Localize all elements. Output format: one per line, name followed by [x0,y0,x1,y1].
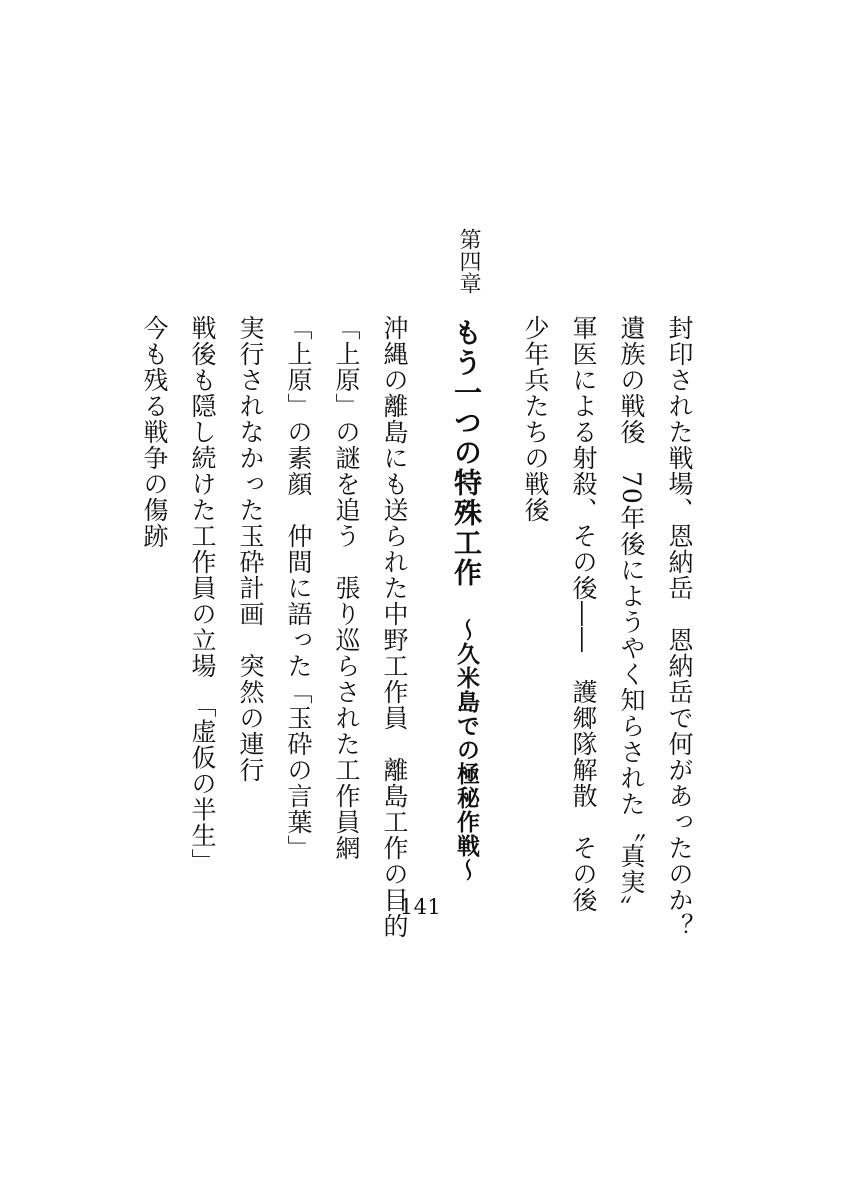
toc-entry: 沖縄の離島にも送られた中野工作員 離島工作の目的 [380,315,409,939]
toc-entry: 少年兵たちの戦後 [521,315,550,523]
toc-entry: 実行されなかった玉砕計画 突然の連行 [236,315,265,783]
toc-entry: 今も残る戦争の傷跡 [140,315,169,549]
chapter-title [450,318,483,882]
chapter-title-main: もう一つの特殊工作 [450,318,483,588]
chapter-label: 第四章 [456,228,481,294]
chapter-subtitle: ～久米島での極秘作戦～ [453,618,480,882]
toc-entry: 軍医による射殺、その後―― 護郷隊解散 その後 [569,315,598,913]
toc-entry: 「上原」の謎を追う 張り巡らされた工作員網 [332,315,361,861]
toc-entry: 戦後も隠し続けた工作員の立場 「虚仮の半生」 [188,315,217,875]
page-number: 141 [399,895,442,919]
toc-entry: 「上原」の素顔 仲間に語った「玉砕の言葉」 [284,315,313,861]
toc-entry: 遺族の戦後 70年後にようやく知らされた〝真実〟 [617,315,646,921]
toc-entry: 封印された戦場、恩納岳 恩納岳で何があったのか？ [665,315,694,939]
